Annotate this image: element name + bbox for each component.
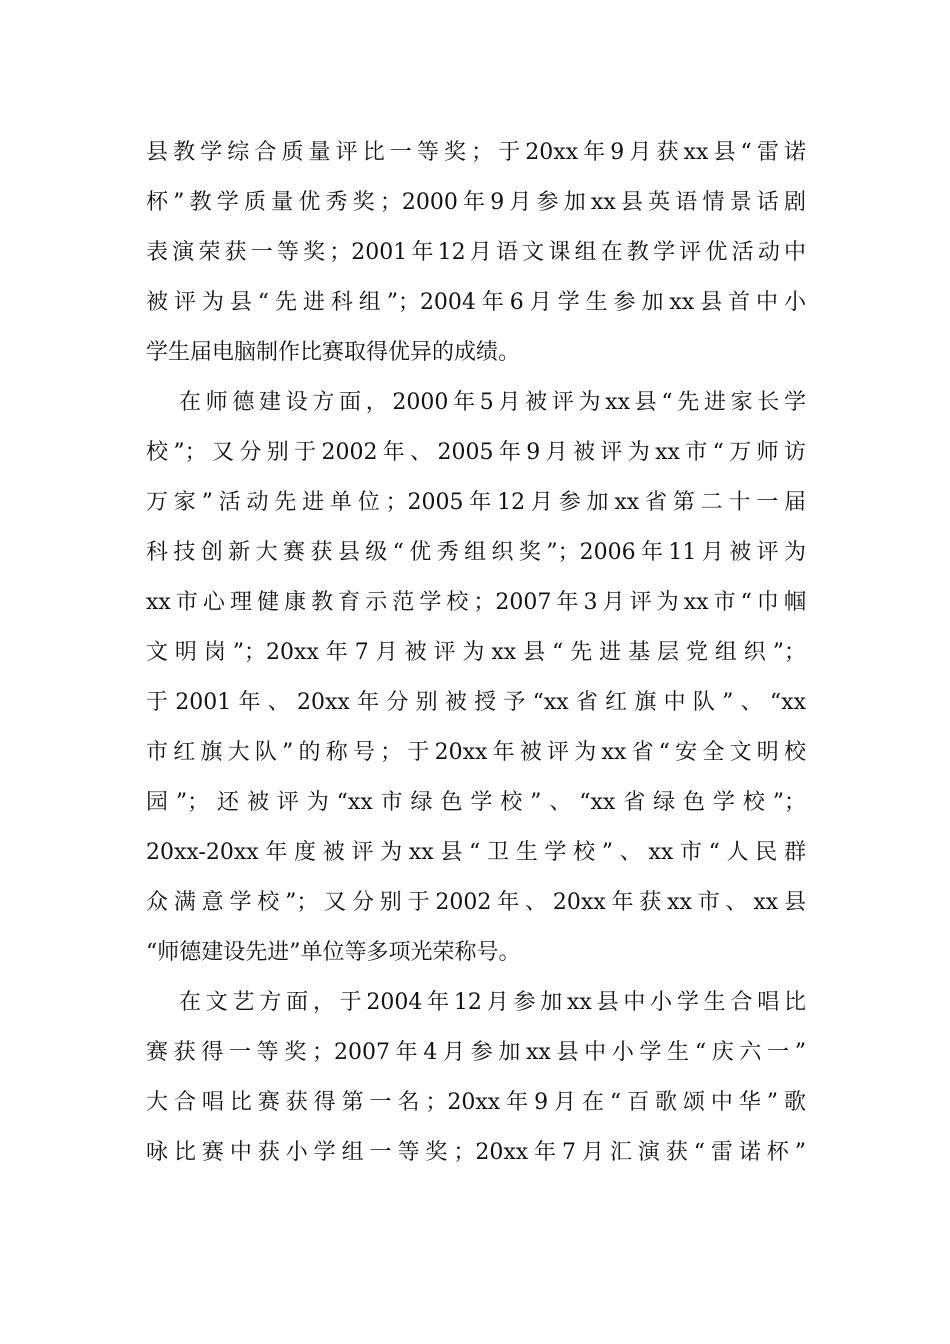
text-line: 被评为县“先进科组”；2004年6月学生参加xx县首中小 <box>146 290 806 315</box>
text-line: 在文艺方面，于2004年12月参加xx县中小学生合唱比 <box>179 990 806 1015</box>
text-line: 市红旗大队”的称号；于20xx年被评为xx省“安全文明校 <box>146 740 806 765</box>
text-line: 20xx-20xx年度被评为xx县“卫生学校”、xx市“人民群 <box>146 840 806 865</box>
text-line: 文明岗”；20xx年7月被评为xx县“先进基层党组织”； <box>146 640 806 665</box>
paragraph-arts <box>146 978 806 1178</box>
document-body <box>146 128 806 1178</box>
text-line: 表演荣获一等奖；2001年12月语文课组在教学评优活动中 <box>146 240 806 265</box>
text-line: 杯”教学质量优秀奖；2000年9月参加xx县英语情景话剧 <box>146 190 806 215</box>
text-line: xx市心理健康教育示范学校；2007年3月评为xx市“巾帼 <box>146 590 806 615</box>
text-line: 校”；又分别于2002年、2005年9月被评为xx市“万师访 <box>146 440 806 465</box>
text-line: 赛获得一等奖；2007年4月参加xx县中小学生“庆六一” <box>146 1040 806 1065</box>
paragraph-ethics-building <box>146 378 806 978</box>
text-line: 咏比赛中获小学组一等奖；20xx年7月汇演获“雷诺杯” <box>146 1140 806 1165</box>
text-line: “师德建设先进”单位等多项光荣称号。 <box>146 940 521 965</box>
text-line: 大合唱比赛获得第一名；20xx年9月在“百歌颂中华”歌 <box>146 1090 806 1115</box>
text-line: 于2001年、20xx年分别被授予“xx省红旗中队”、“xx <box>146 690 806 715</box>
text-line: 园”；还被评为“xx市绿色学校”、“xx省绿色学校”； <box>146 790 806 815</box>
text-line: 县教学综合质量评比一等奖；于20xx年9月获xx县“雷诺 <box>146 140 806 165</box>
text-line: 学生届电脑制作比赛取得优异的成绩。 <box>146 340 521 365</box>
text-line: 万家”活动先进单位；2005年12月参加xx省第二十一届 <box>146 490 806 515</box>
paragraph-awards-teaching <box>146 128 806 378</box>
text-line: 众满意学校”；又分别于2002年、20xx年获xx市、xx县 <box>146 890 806 915</box>
text-line: 科技创新大赛获县级“优秀组织奖”；2006年11月被评为 <box>146 540 806 565</box>
text-line: 在师德建设方面，2000年5月被评为xx县“先进家长学 <box>179 390 806 415</box>
